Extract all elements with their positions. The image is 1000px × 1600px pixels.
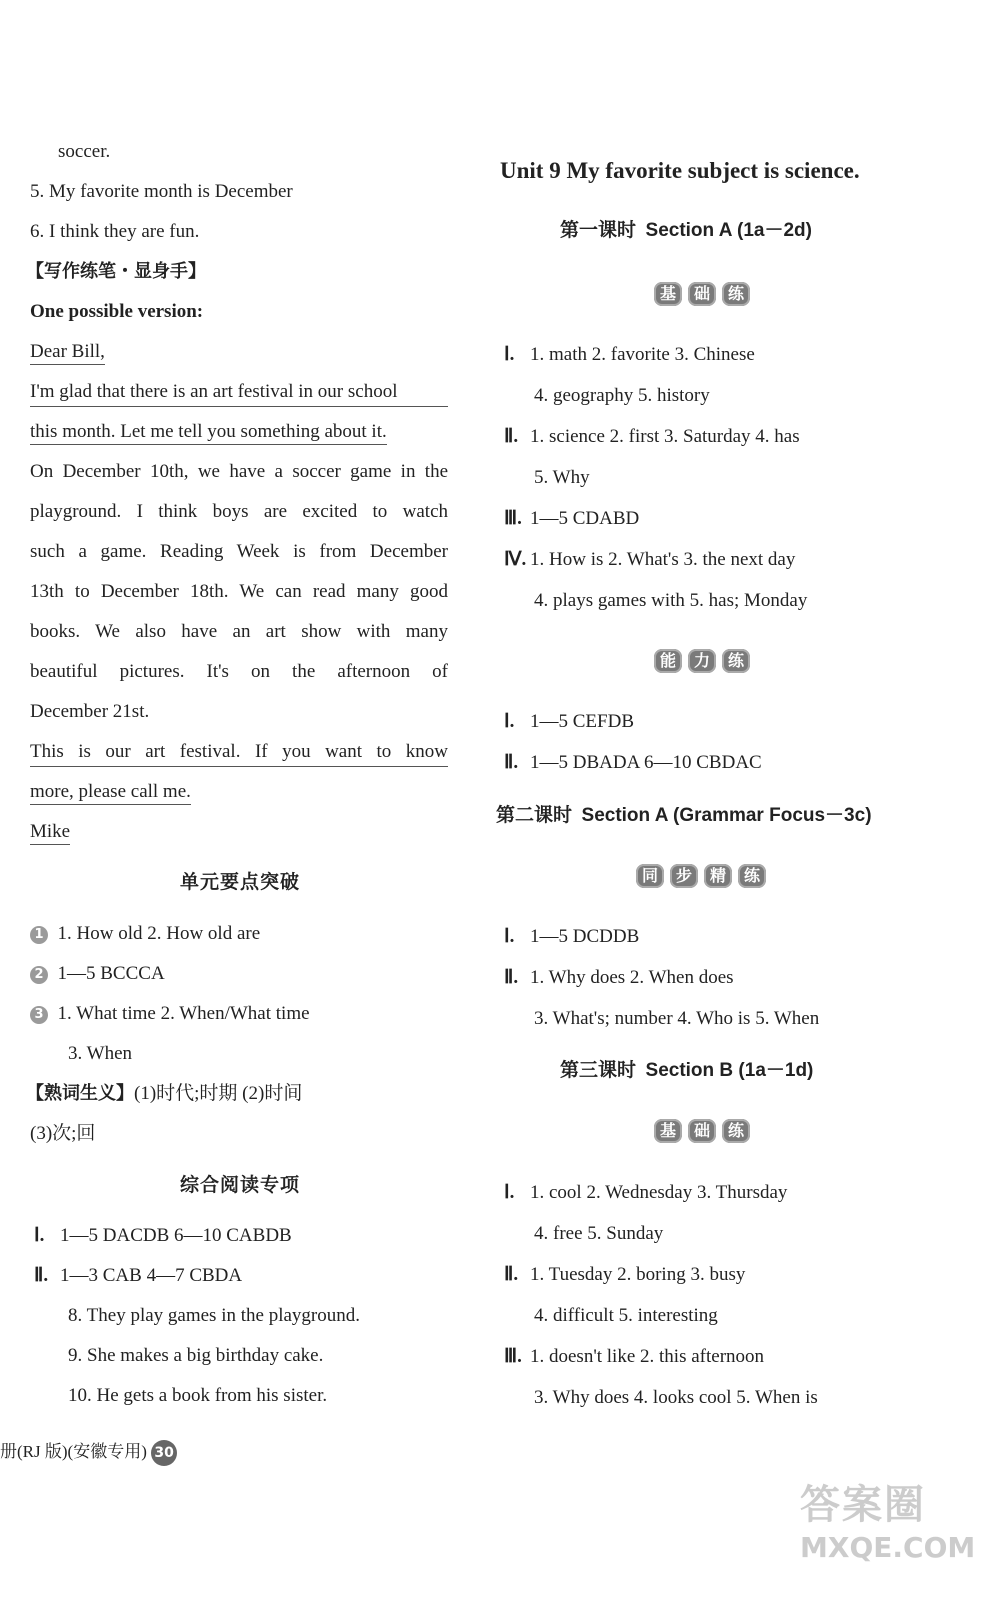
reading-answer-10: 10. He gets a book from his sister.	[68, 1385, 328, 1406]
paragraph-2-line: On December 10th, we have a soccer game in the	[30, 461, 448, 482]
point-number-icon: 2	[30, 966, 48, 984]
l3-row: Ⅱ. 1. Tuesday 2. boring 3. busy	[504, 1264, 746, 1285]
continued-text: soccer.	[58, 141, 111, 162]
point-3b: 3. When	[68, 1043, 133, 1064]
l1b-row: Ⅰ. 1—5 CEFDB	[504, 711, 634, 732]
watermark-logo: 答案圈	[800, 1482, 926, 1528]
point-number-icon: 1	[30, 926, 48, 944]
reading-row-1: Ⅰ. 1—5 DACDB 6—10 CABDB	[34, 1225, 292, 1246]
shuci-line-2: (3)次;回	[30, 1123, 96, 1144]
reading-title: 综合阅读专项	[179, 1174, 300, 1196]
answer-5: 5. My favorite month is December	[30, 181, 293, 202]
paragraph-2-line: such a game. Reading Week is from December	[30, 541, 448, 562]
l1-row: Ⅱ. 1. science 2. first 3. Saturday 4. has	[504, 426, 800, 447]
l1-row: 5. Why	[534, 467, 590, 488]
version-label: One possible version:	[30, 301, 204, 322]
l3-row: Ⅲ. 1. doesn't like 2. this afternoon	[504, 1346, 765, 1367]
badge-basic-2: 基 础 练	[654, 1119, 750, 1143]
paragraph-1a: I'm glad that there is an art festival in our school	[30, 380, 448, 407]
paragraph-2-line: beautiful pictures. It's on the afternoon of	[30, 661, 448, 682]
lesson-1-heading: 第一课时 Section A (1a－2d)	[560, 219, 812, 241]
badge-basic: 基 础 练	[654, 282, 750, 306]
point-2: 2 1—5 BCCCA	[30, 962, 165, 986]
l2-row: Ⅱ. 1. Why does 2. When does	[504, 967, 734, 988]
badge-sync: 同 步 精 练	[636, 864, 766, 888]
point-3: 3 1. What time 2. When/What time	[30, 1002, 310, 1026]
footer: 册(RJ 版)(安徽专用) 30	[0, 1440, 177, 1466]
unit-title: Unit 9 My favorite subject is science.	[500, 158, 860, 183]
point-1: 1 1. How old 2. How old are	[30, 922, 260, 946]
writing-header: 【写作练笔・显身手】	[26, 261, 206, 282]
lesson-3-heading: 第三课时 Section B (1a－1d)	[560, 1059, 814, 1081]
paragraph-3a: This is our art festival. If you want to know	[30, 740, 448, 767]
page-number: 30	[151, 1440, 177, 1466]
l1-row: 4. geography 5. history	[534, 385, 710, 406]
paragraph-1b: this month. Let me tell you something about it.	[30, 420, 387, 444]
reading-row-2: Ⅱ. 1—3 CAB 4—7 CBDA	[34, 1265, 243, 1286]
l3-row: 4. free 5. Sunday	[534, 1223, 664, 1244]
paragraph-2-line: 13th to December 18th. We can read many good	[30, 581, 448, 602]
l3-row: 4. difficult 5. interesting	[534, 1305, 718, 1326]
paragraph-2-line: playground. I think boys are excited to watch	[30, 501, 448, 522]
paragraph-3b: more, please call me.	[30, 780, 191, 804]
paragraph-2-line: books. We also have an art show with many	[30, 621, 448, 642]
l1-row: Ⅲ. 1—5 CDABD	[504, 508, 640, 529]
shuci-line-1: 【熟词生义】(1)时代;时期 (2)时间	[26, 1083, 303, 1104]
reading-answer-8: 8. They play games in the playground.	[68, 1305, 360, 1326]
l1-row: Ⅳ. 1. How is 2. What's 3. the next day	[504, 549, 796, 570]
unit-points-title: 单元要点突破	[179, 871, 300, 893]
lesson-2-heading: 第二课时 Section A (Grammar Focus－3c)	[496, 804, 872, 826]
badge-ability: 能 力 练	[654, 649, 750, 673]
l1b-row: Ⅱ. 1—5 DBADA 6—10 CBDAC	[504, 752, 762, 773]
watermark	[800, 1480, 990, 1590]
answer-6: 6. I think they are fun.	[30, 221, 200, 242]
signature: Mike	[30, 820, 70, 844]
left-column	[0, 0, 470, 1600]
l3-row: 3. Why does 4. looks cool 5. When is	[534, 1387, 818, 1408]
watermark-url: MXQE.COM	[800, 1531, 976, 1564]
l3-row: Ⅰ. 1. cool 2. Wednesday 3. Thursday	[504, 1182, 788, 1203]
paragraph-2-line: December 21st.	[30, 701, 150, 722]
point-number-icon: 3	[30, 1006, 48, 1024]
l2-row: 3. What's; number 4. Who is 5. When	[534, 1008, 820, 1029]
greeting: Dear Bill,	[30, 340, 105, 364]
l2-row: Ⅰ. 1—5 DCDDB	[504, 926, 640, 947]
right-column	[490, 0, 1000, 1600]
l1-row: Ⅰ. 1. math 2. favorite 3. Chinese	[504, 344, 755, 365]
reading-answer-9: 9. She makes a big birthday cake.	[68, 1345, 324, 1366]
l1-row: 4. plays games with 5. has; Monday	[534, 590, 808, 611]
